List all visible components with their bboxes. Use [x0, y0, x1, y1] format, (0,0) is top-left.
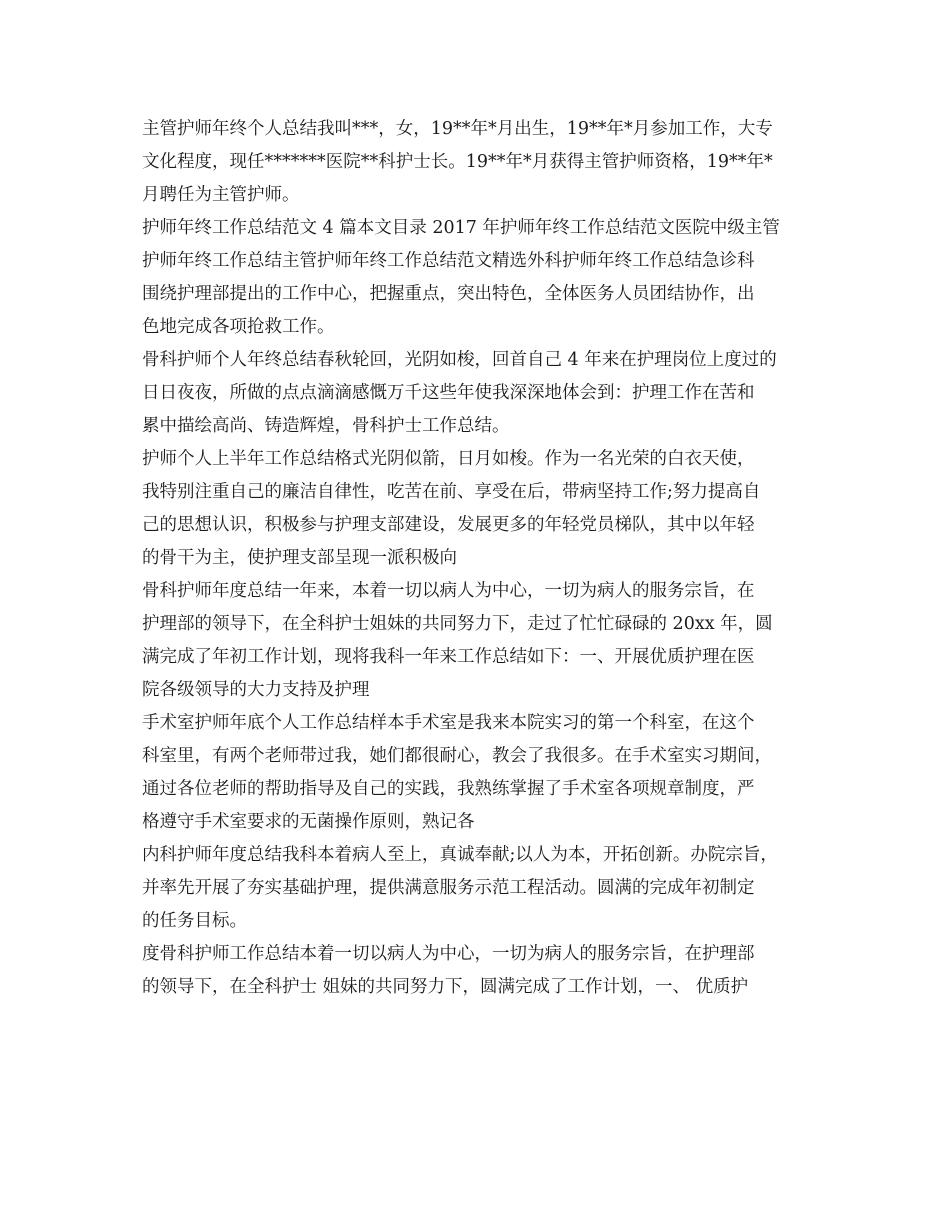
paragraph: [142, 839, 812, 938]
paragraph: [142, 575, 812, 707]
text-line: 科室里，有两个老师带过我，她们都很耐心，教会了我很多。在手术室实习期间，: [142, 746, 772, 766]
paragraph: [142, 938, 812, 1004]
paragraph: [142, 707, 812, 839]
text-line: 格遵守手术室要求的无菌操作原则，熟记各: [142, 812, 475, 832]
text-line: 骨科护师年度总结一年来，本着一切以病人为中心，一切为病人的服务宗旨，在: [142, 581, 755, 601]
text-line: 的骨干为主，使护理支部呈现一派积极向: [142, 548, 457, 568]
document-body: [142, 113, 812, 1004]
paragraph: [142, 212, 812, 344]
paragraph: [142, 113, 812, 212]
text-line: 护师年终工作总结主管护师年终工作总结范文精选外科护师年终工作总结急诊科: [142, 251, 755, 271]
text-line: 院各级领导的大力支持及护理: [142, 680, 370, 700]
text-line: 累中描绘高尚、铸造辉煌，骨科护士工作总结。: [142, 416, 510, 436]
text-line: 内科护师年度总结我科本着病人至上，真诚奉献;以人为本，开拓创新。办院宗旨，: [142, 845, 778, 865]
text-line: 月聘任为主管护师。: [142, 185, 300, 205]
text-line: 文化程度，现任*******医院**科护士长。19**年*月获得主管护师资格，19**年*: [142, 152, 773, 172]
text-line: 的领导下，在全科护士 姐妹的共同努力下，圆满完成了工作计划，一、 优质护: [142, 977, 749, 997]
text-line: 护师年终工作总结范文 4 篇本文目录 2017 年护师年终工作总结范文医院中级主管: [142, 218, 780, 238]
text-line: 我特别注重自己的廉洁自律性，吃苦在前、享受在后，带病坚持工作;努力提高自: [142, 482, 761, 502]
text-line: 色地完成各项抢救工作。: [142, 317, 335, 337]
paragraph: [142, 344, 812, 443]
text-line: 护师个人上半年工作总结格式光阴似箭，日月如梭。作为一名光荣的白衣天使，: [142, 449, 755, 469]
paragraph: [142, 443, 812, 575]
text-line: 围绕护理部提出的工作中心，把握重点，突出特色，全体医务人员团结协作，出: [142, 284, 755, 304]
text-line: 骨科护师个人年终总结春秋轮回，光阴如梭，回首自己 4 年来在护理岗位上度过的: [142, 350, 777, 370]
text-line: 手术室护师年底个人工作总结样本手术室是我来本院实习的第一个科室，在这个: [142, 713, 755, 733]
text-line: 满完成了年初工作计划，现将我科一年来工作总结如下：一、开展优质护理在医: [142, 647, 755, 667]
text-line: 的任务目标。: [142, 911, 247, 931]
text-line: 并率先开展了夯实基础护理，提供满意服务示范工程活动。圆满的完成年初制定: [142, 878, 755, 898]
text-line: 己的思想认识，积极参与护理支部建设，发展更多的年轻党员梯队，其中以年轻: [142, 515, 755, 535]
text-line: 度骨科护师工作总结本着一切以病人为中心，一切为病人的服务宗旨，在护理部: [142, 944, 755, 964]
text-line: 通过各位老师的帮助指导及自己的实践，我熟练掌握了手术室各项规章制度，严: [142, 779, 755, 799]
text-line: 日日夜夜，所做的点点滴滴感慨万千这些年使我深深地体会到：护理工作在苦和: [142, 383, 755, 403]
text-line: 护理部的领导下，在全科护士姐妹的共同努力下，走过了忙忙碌碌的 20xx 年，圆: [142, 614, 773, 634]
text-line: 主管护师年终个人总结我叫***，女，19**年*月出生，19**年*月参加工作，大专: [142, 119, 773, 139]
